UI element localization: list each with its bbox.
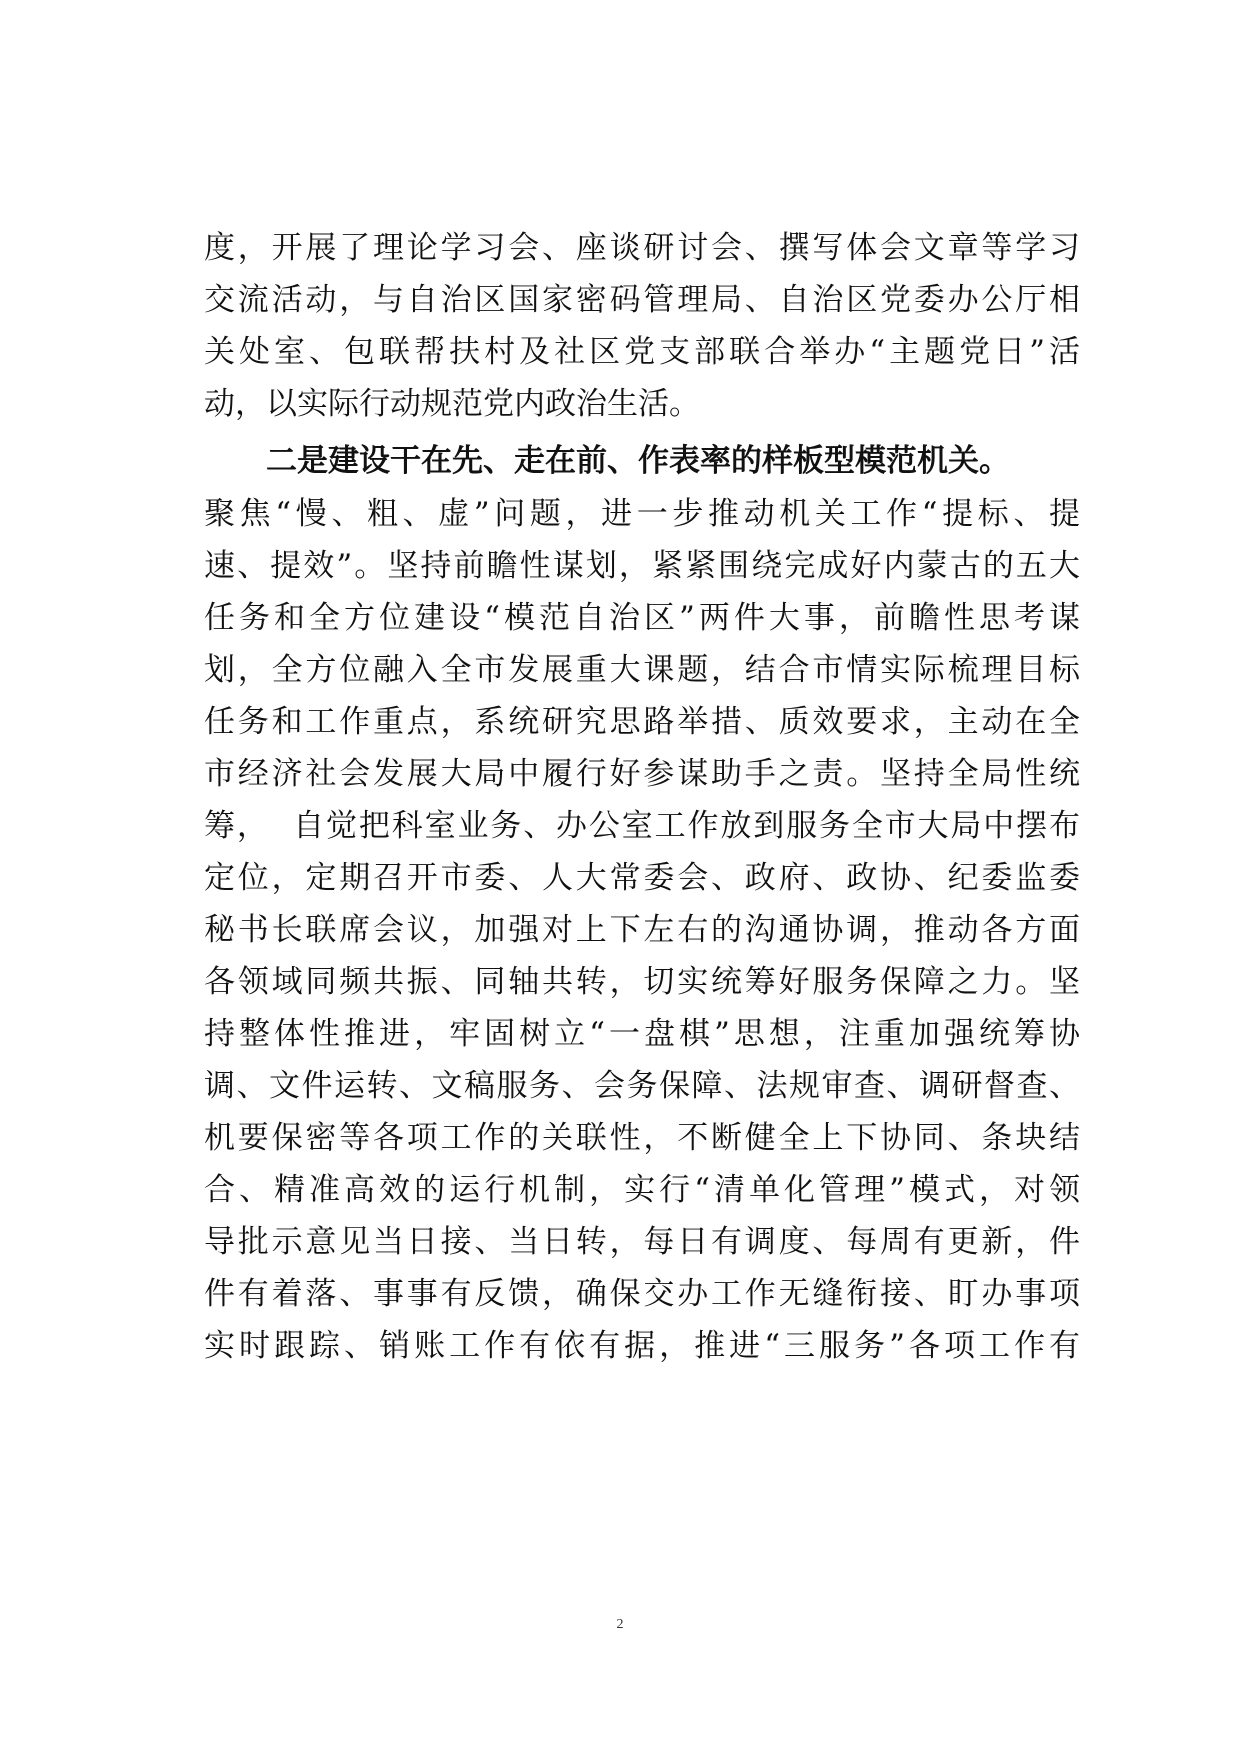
section-heading — [204, 435, 1080, 487]
paragraph-line: 秘书长联席会议，加强对上下左右的沟通协调，推动各方面 — [204, 912, 1080, 948]
paragraph-1 — [204, 222, 1080, 430]
paragraph-line: 动，以实际行动规范党内政治生活。 — [204, 386, 700, 422]
paragraph-line: 交流活动，与自治区国家密码管理局、自治区党委办公厅相 — [204, 282, 1080, 318]
paragraph-line: 筹， 自觉把科室业务、办公室工作放到服务全市大局中摆布 — [204, 808, 1080, 844]
paragraph-line: 聚焦“慢、粗、虚”问题，进一步推动机关工作“提标、提 — [204, 496, 1080, 532]
paragraph-line: 调、文件运转、文稿服务、会务保障、法规审查、调研督查、 — [204, 1068, 1080, 1104]
paragraph-line: 任务和全方位建设“模范自治区”两件大事，前瞻性思考谋 — [204, 600, 1080, 636]
paragraph-line: 划，全方位融入全市发展重大课题，结合市情实际梳理目标 — [204, 652, 1080, 688]
paragraph-line: 关处室、包联帮扶村及社区党支部联合举办“主题党日”活 — [204, 334, 1080, 370]
paragraph-line: 速、提效”。坚持前瞻性谋划，紧紧围绕完成好内蒙古的五大 — [204, 548, 1080, 584]
page-number: 2 — [616, 1617, 624, 1632]
paragraph-line: 实时跟踪、销账工作有依有据，推进“三服务”各项工作有 — [204, 1328, 1080, 1364]
paragraph-line: 度，开展了理论学习会、座谈研讨会、撰写体会文章等学习 — [204, 230, 1080, 266]
paragraph-line: 件有着落、事事有反馈，确保交办工作无缝衔接、盯办事项 — [204, 1276, 1080, 1312]
paragraph-line: 机要保密等各项工作的关联性，不断健全上下协同、条块结 — [204, 1120, 1080, 1156]
paragraph-2 — [204, 488, 1080, 1372]
paragraph-line: 定位，定期召开市委、人大常委会、政府、政协、纪委监委 — [204, 860, 1080, 896]
paragraph-line: 任务和工作重点，系统研究思路举措、质效要求，主动在全 — [204, 704, 1080, 740]
section-heading-text: 二是建设干在先、走在前、作表率的样板型模范机关。 — [266, 443, 1010, 479]
paragraph-line: 合、精准高效的运行机制，实行“清单化管理”模式，对领 — [204, 1172, 1080, 1208]
paragraph-line: 各领域同频共振、同轴共转，切实统筹好服务保障之力。坚 — [204, 964, 1080, 1000]
paragraph-line: 持整体性推进，牢固树立“一盘棋”思想，注重加强统筹协 — [204, 1016, 1080, 1052]
paragraph-line: 导批示意见当日接、当日转，每日有调度、每周有更新，件 — [204, 1224, 1080, 1260]
paragraph-line: 市经济社会发展大局中履行好参谋助手之责。坚持全局性统 — [204, 756, 1080, 792]
